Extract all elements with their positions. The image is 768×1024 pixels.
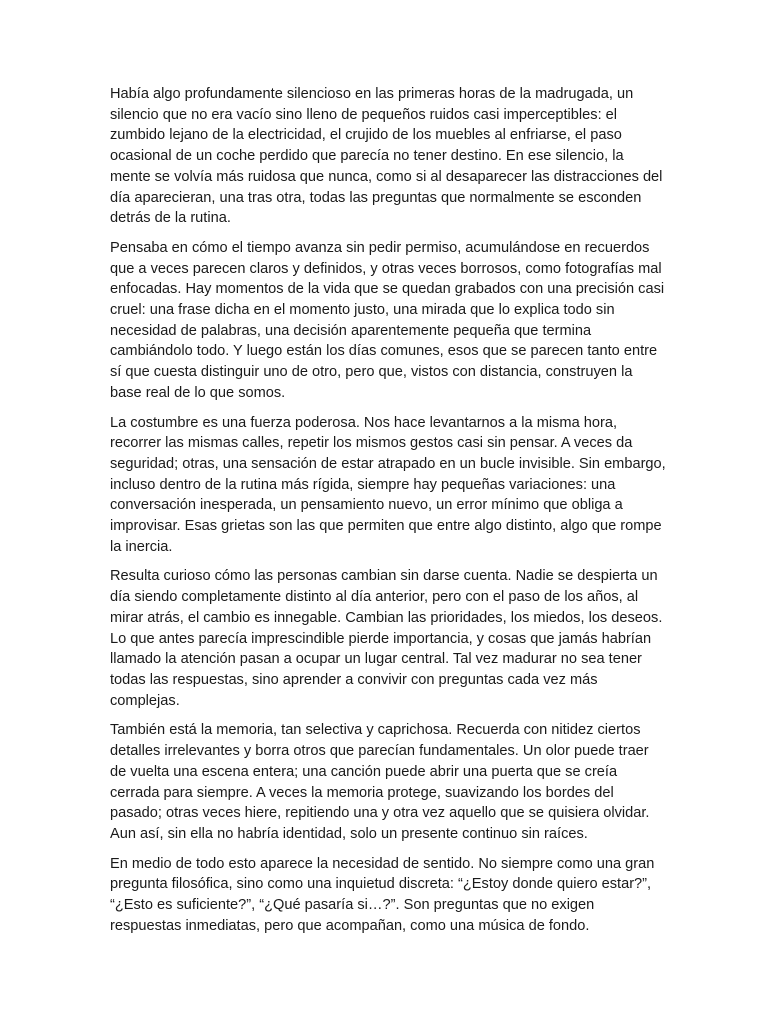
paragraph-4: Resulta curioso cómo las personas cambian sin darse cuenta. Nadie se despierta un día siendo completamente distinto al día anterior, pero con el paso de los años, al mirar atrás, el cambio es innegable. Cambian las prioridades, los miedos, los deseos. Lo que antes parecía imprescindible pierde importancia, y cosas que jamás habrían llamado la atención pasan a ocupar un lugar central. Tal vez madurar no sea tener todas las respuestas, sino aprender a convivir con preguntas cada vez más complejas. xyxy=(110,568,663,709)
paragraph-6: En medio de todo esto aparece la necesidad de sentido. No siempre como una gran pregunta filosófica, sino como una inquietud discreta: “¿Estoy donde quiero estar?”, “¿Esto es suficiente?”, “¿Qué pasaría si…?”. Son preguntas que no exigen respuestas inmediatas, pero que acompañan, como una música de fondo. xyxy=(110,855,655,934)
paragraph-2: Pensaba en cómo el tiempo avanza sin pedir permiso, acumulándose en recuerdos que a veces parecen claros y definidos, y otras veces borrosos, como fotografías mal enfocadas. Hay momentos de la vida que se quedan grabados con una precisión casi cruel: una frase dicha en el momento justo, una mirada que lo explica todo sin necesidad de palabras, una decisión aparentemente pequeña que termina cambiándolo todo. Y luego están los días comunes, esos que se parecen tanto entre sí que cuesta distinguir uno de otro, pero que, vistos con distancia, construyen la base real de lo que somos. xyxy=(110,239,665,401)
paragraph-1: Había algo profundamente silencioso en las primeras horas de la madrugada, un silencio que no era vacío sino lleno de pequeños ruidos casi imperceptibles: el zumbido lejano de la electricidad, el crujido de los muebles al enfriarse, el paso ocasional de un coche perdido que parecía no tener destino. En ese silencio, la mente se volvía más ruidosa que nunca, como si al desaparecer las distracciones del día aparecieran, una tras otra, todas las preguntas que normalmente se esconden detrás de la rutina. xyxy=(110,86,663,227)
paragraph-5: También está la memoria, tan selectiva y caprichosa. Recuerda con nitidez ciertos detalles irrelevantes y borra otros que parecían fundamentales. Un olor puede traer de vuelta una escena entera; una canción puede abrir una puerta que se creía cerrada para siempre. A veces la memoria protege, suavizando los bordes del pasado; otras veces hiere, repitiendo una y otra vez aquello que se quisiera olvidar. Aun así, sin ella no habría identidad, solo un presente continuo sin raíces. xyxy=(110,722,650,842)
paragraph-3: La costumbre es una fuerza poderosa. Nos hace levantarnos a la misma hora, recorrer las mismas calles, repetir los mismos gestos casi sin pensar. A veces da seguridad; otras, una sensación de estar atrapado en un bucle invisible. Sin embargo, incluso dentro de la rutina más rígida, siempre hay pequeñas variaciones: una conversación inesperada, un pensamiento nuevo, un error mínimo que obliga a improvisar. Esas grietas son las que permiten que entre algo distinto, algo que rompe la inercia. xyxy=(110,414,666,555)
